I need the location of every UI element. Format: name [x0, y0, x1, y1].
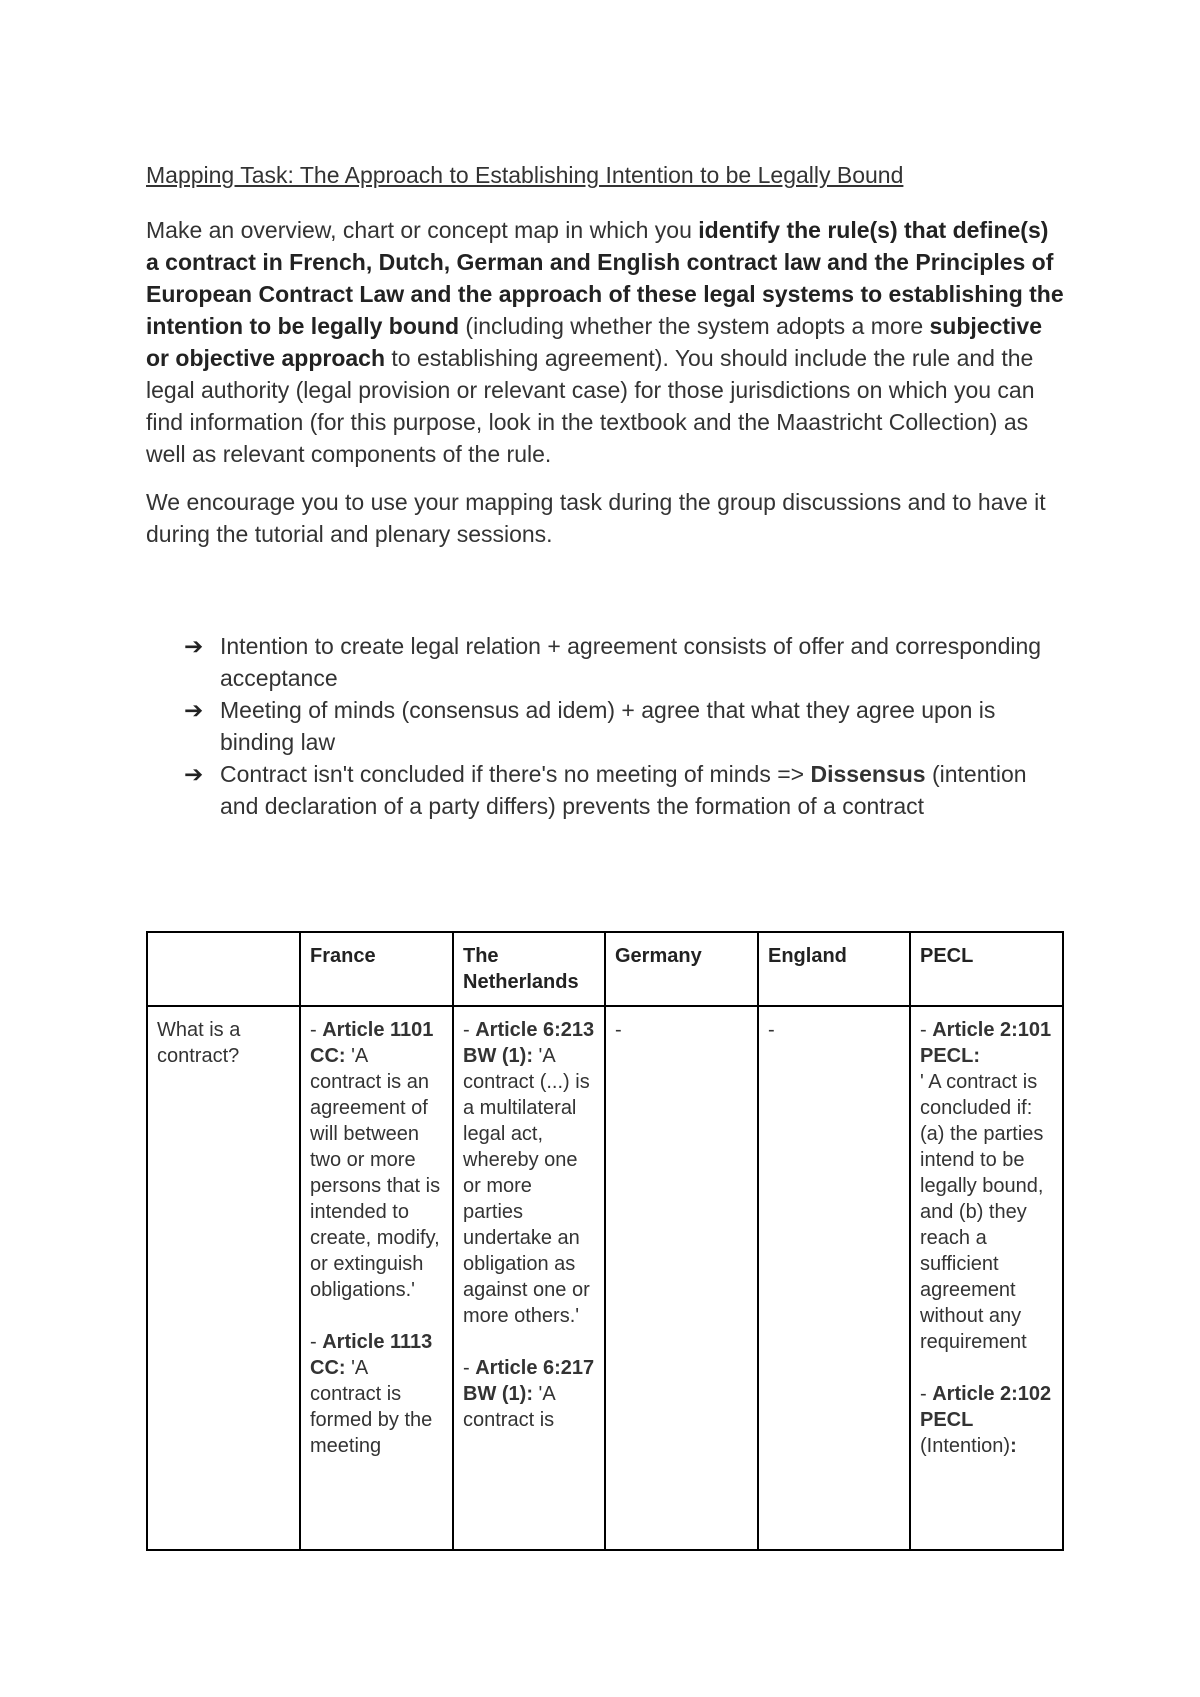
pecl-cell — [910, 1006, 1063, 1550]
header-cell-empty — [147, 932, 300, 1006]
spacer — [146, 566, 1066, 630]
dash: - — [310, 1019, 323, 1041]
arrow-icon: ➔ — [184, 633, 204, 659]
cell-gap — [463, 1329, 595, 1355]
header-cell-england: England — [758, 932, 910, 1006]
intro-text-2: (including whether the system adopts a more — [459, 313, 930, 339]
bullet-list — [146, 630, 1066, 822]
pecl-colon: : — [1010, 1435, 1017, 1457]
netherlands-article-6213: Article 6:213 BW (1): — [463, 1019, 595, 1067]
dash: - — [310, 1331, 323, 1353]
bullet-item-2 — [184, 694, 1066, 758]
intro-bold-2: subjective or objective approach — [146, 313, 1043, 371]
table-header-row — [147, 932, 1063, 1006]
pecl-article-2101: Article 2:101 PECL: — [920, 1019, 1052, 1067]
dash: - — [463, 1019, 476, 1041]
bullet-text-3b: (intention and declaration of a party differs) prevents the formation of a contract — [220, 761, 1027, 819]
netherlands-text-6213: 'A contract (...) is a multilateral legal act, whereby one or more parties undertake an obligation as against one or more others.' — [463, 1045, 590, 1327]
bullet-item-3 — [184, 758, 1066, 822]
dash: - — [920, 1383, 933, 1405]
bullet-item-1 — [184, 630, 1066, 694]
dash: - — [920, 1019, 933, 1041]
pecl-entry-2 — [920, 1381, 1053, 1459]
header-cell-netherlands: The Netherlands — [453, 932, 605, 1006]
mapping-table — [146, 931, 1064, 1551]
bullet-bold-dissensus: Dissensus — [810, 761, 926, 787]
netherlands-entry-1 — [463, 1017, 595, 1329]
england-cell: - — [758, 1006, 910, 1550]
header-cell-pecl: PECL — [910, 932, 1063, 1006]
pecl-text-intention: (Intention) — [920, 1435, 1011, 1457]
germany-cell: - — [605, 1006, 758, 1550]
france-article-1101: Article 1101 CC: — [310, 1019, 434, 1067]
france-text-1101: 'A contract is an agreement of will between two or more persons that is intended to create, modify, or extinguish obligations.' — [310, 1045, 441, 1301]
netherlands-entry-2 — [463, 1355, 595, 1433]
france-entry-2 — [310, 1329, 443, 1459]
france-text-1113: 'A contract is formed by the meeting — [310, 1357, 433, 1457]
pecl-text-2101: ' A contract is concluded if: (a) the parties intend to be legally bound, and (b) they reach a sufficient agreement without any requirement — [920, 1071, 1044, 1353]
pecl-article-2102: Article 2:102 PECL — [920, 1383, 1052, 1431]
netherlands-text-6217: 'A contract is — [463, 1383, 555, 1431]
netherlands-article-6217: Article 6:217 BW (1): — [463, 1357, 595, 1405]
header-cell-france: France — [300, 932, 453, 1006]
arrow-icon: ➔ — [184, 761, 204, 787]
document-body — [146, 160, 1066, 822]
cell-gap — [310, 1303, 443, 1329]
encourage-paragraph: We encourage you to use your mapping task during the group discussions and to have it during the tutorial and plenary sessions. — [146, 489, 1046, 547]
intro-bold-1: identify the rule(s) that define(s) a contract in French, Dutch, German and English contract law and the Principles of European Contract Law and the approach of these legal systems to establishing the intention to be legally bound — [146, 217, 1064, 339]
france-entry-1 — [310, 1017, 443, 1303]
pecl-entry-1 — [920, 1017, 1053, 1355]
arrow-icon: ➔ — [184, 697, 204, 723]
bullet-text-2: Meeting of minds (consensus ad idem) + agree that what they agree upon is binding law — [220, 697, 996, 755]
table-row — [147, 1006, 1063, 1550]
bullet-text-1: Intention to create legal relation + agreement consists of offer and corresponding acceptance — [220, 633, 1042, 691]
intro-text-1: Make an overview, chart or concept map in which you — [146, 217, 699, 243]
netherlands-cell — [453, 1006, 605, 1550]
intro-paragraph — [146, 214, 1066, 470]
bullet-text-3a: Contract isn't concluded if there's no meeting of minds => — [220, 761, 811, 787]
dash: - — [463, 1357, 476, 1379]
intro-text-3: to establishing agreement). You should include the rule and the legal authority (legal provision or relevant case) for those jurisdictions on which you can find information (for this purpose, look in the textbook and the Maastricht Collection) as well as relevant components of the rule. — [146, 345, 1035, 467]
france-article-1113: Article 1113 CC: — [310, 1331, 433, 1379]
header-cell-germany: Germany — [605, 932, 758, 1006]
page-title: Mapping Task: The Approach to Establishing Intention to be Legally Bound — [146, 162, 904, 188]
cell-gap — [920, 1355, 1053, 1381]
france-cell — [300, 1006, 453, 1550]
row-label-cell: What is a contract? — [147, 1006, 300, 1550]
